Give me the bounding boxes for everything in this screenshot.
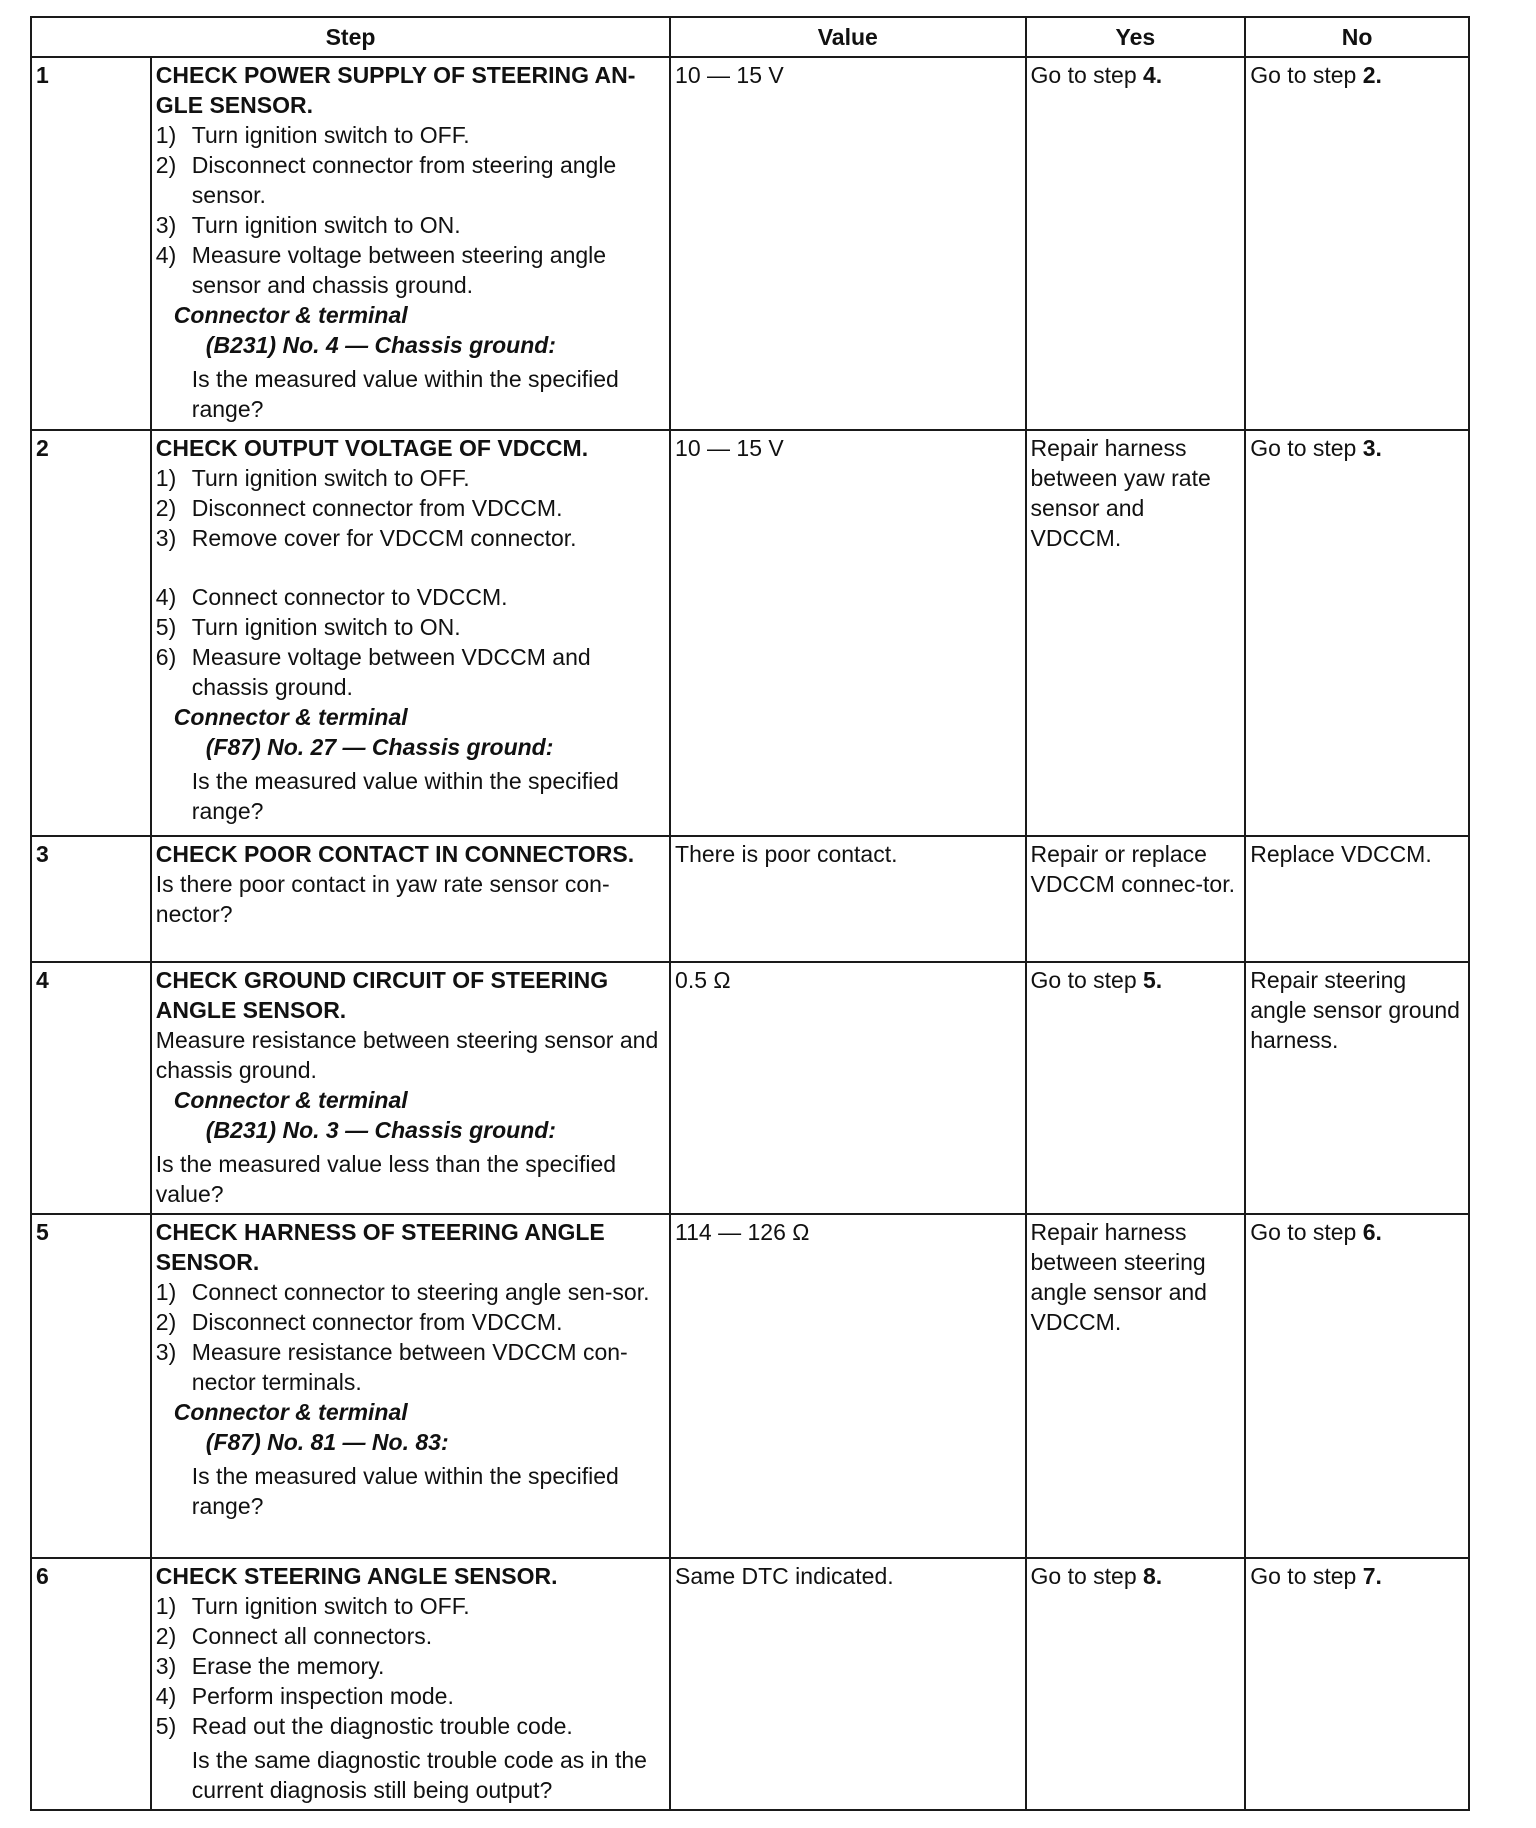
step-description <box>151 836 670 962</box>
step-question: Is the measured value less than the specified value? <box>155 1151 617 1207</box>
list-item-number: 5) <box>155 614 177 640</box>
step-number: 4 <box>31 962 151 1214</box>
no-cell <box>1245 1558 1469 1810</box>
list-item-number: 2) <box>155 1623 177 1649</box>
no-text: Go to step <box>1250 1563 1363 1589</box>
list-item-text: Connect connector to steering angle sen-sor. <box>191 1279 650 1305</box>
list-item-number: 3) <box>155 212 177 238</box>
list-item-text: Disconnect connector from steering angle sensor. <box>191 152 617 208</box>
no-cell: Repair steering angle sensor ground harness. <box>1245 962 1469 1214</box>
list-item <box>156 1621 665 1651</box>
list-item <box>156 1711 665 1741</box>
step-description <box>151 1558 670 1810</box>
list-item-number: 4) <box>155 242 177 268</box>
table-row <box>31 57 1469 430</box>
step-title: CHECK STEERING ANGLE SENSOR. <box>155 1563 558 1589</box>
connector-spec: (F87) No. 27 — Chassis ground: <box>205 734 554 760</box>
yes-cell: Repair harness between steering angle sensor and VDCCM. <box>1026 1214 1246 1558</box>
list-item-number: 3) <box>155 1653 177 1679</box>
step-list <box>156 1277 665 1397</box>
header-step: Step <box>31 17 670 57</box>
step-description <box>151 962 670 1214</box>
connector-spec: (B231) No. 4 — Chassis ground: <box>205 332 556 358</box>
yes-text: Go to step <box>1030 1563 1144 1589</box>
step-description <box>151 57 670 430</box>
table-row <box>31 1558 1469 1810</box>
no-step-ref: 3. <box>1362 435 1382 461</box>
step-question: Is the measured value within the specified range? <box>191 366 619 422</box>
list-item-text: Perform inspection mode. <box>191 1683 454 1709</box>
step-list <box>156 463 665 702</box>
yes-cell <box>1026 962 1246 1214</box>
list-item-text: Disconnect connector from VDCCM. <box>191 495 563 521</box>
value-cell: 10 — 15 V <box>670 430 1025 836</box>
value-cell: Same DTC indicated. <box>670 1558 1025 1810</box>
no-step-ref: 7. <box>1362 1563 1382 1589</box>
list-item-text: Measure voltage between VDCCM and chassis ground. <box>191 644 591 700</box>
list-item-text: Disconnect connector from VDCCM. <box>191 1309 563 1335</box>
list-item-number: 2) <box>155 495 177 521</box>
list-item-text: Read out the diagnostic trouble code. <box>191 1713 573 1739</box>
list-item <box>156 1277 665 1307</box>
value-cell: 10 — 15 V <box>670 57 1025 430</box>
connector-label: Connector & terminal <box>173 704 408 730</box>
list-item <box>156 1337 665 1397</box>
list-item-number: 4) <box>155 1683 177 1709</box>
list-item-text: Remove cover for VDCCM connector. <box>191 525 577 551</box>
list-item-text: Turn ignition switch to ON. <box>191 212 461 238</box>
list-item-text: Turn ignition switch to OFF. <box>191 465 470 491</box>
yes-cell: Repair or replace VDCCM connec-tor. <box>1026 836 1246 962</box>
list-item <box>156 1651 665 1681</box>
yes-cell <box>1026 57 1246 430</box>
list-item <box>156 120 665 150</box>
step-number: 3 <box>31 836 151 962</box>
yes-cell <box>1026 1558 1246 1810</box>
yes-text: Go to step <box>1030 967 1144 993</box>
connector-label: Connector & terminal <box>173 1399 408 1425</box>
list-item <box>156 612 665 642</box>
list-item <box>156 582 665 612</box>
table-row <box>31 836 1469 962</box>
connector-label: Connector & terminal <box>173 302 408 328</box>
connector-spec: (F87) No. 81 — No. 83: <box>205 1429 449 1455</box>
step-number: 2 <box>31 430 151 836</box>
connector-label: Connector & terminal <box>173 1087 408 1113</box>
list-item-number: 1) <box>155 122 177 148</box>
list-item-text: Connect connector to VDCCM. <box>191 584 508 610</box>
list-item-number: 5) <box>155 1713 177 1739</box>
list-item-number: 1) <box>155 465 177 491</box>
list-item-text: Erase the memory. <box>191 1653 385 1679</box>
list-item-text: Connect all connectors. <box>191 1623 433 1649</box>
list-item-text: Turn ignition switch to OFF. <box>191 122 470 148</box>
list-item-number: 6) <box>155 644 177 670</box>
step-description <box>151 1214 670 1558</box>
no-cell <box>1245 430 1469 836</box>
step-title: CHECK POOR CONTACT IN CONNECTORS. <box>155 841 635 867</box>
connector-spec: (B231) No. 3 — Chassis ground: <box>205 1117 556 1143</box>
list-item <box>156 523 665 553</box>
value-cell: 0.5 Ω <box>670 962 1025 1214</box>
list-item-number: 1) <box>155 1593 177 1619</box>
step-body: Measure resistance between steering sensor and chassis ground. <box>155 1027 659 1083</box>
list-item <box>156 210 665 240</box>
list-item <box>156 642 665 702</box>
list-item <box>156 1307 665 1337</box>
step-description <box>151 430 670 836</box>
list-item-number: 4) <box>155 584 177 610</box>
yes-cell: Repair harness between yaw rate sensor and VDCCM. <box>1026 430 1246 836</box>
list-item <box>156 150 665 210</box>
header-value: Value <box>670 17 1025 57</box>
yes-text: Go to step <box>1030 62 1144 88</box>
step-body: Is there poor contact in yaw rate sensor con-nector? <box>155 871 610 927</box>
list-item <box>156 240 665 300</box>
step-title: CHECK GROUND CIRCUIT OF STEERING ANGLE SENSOR. <box>155 967 609 1023</box>
diagnostic-table <box>30 16 1470 1811</box>
step-title: CHECK HARNESS OF STEERING ANGLE SENSOR. <box>155 1219 605 1275</box>
list-spacer <box>156 553 665 582</box>
yes-step-ref: 4. <box>1143 62 1163 88</box>
step-title: CHECK POWER SUPPLY OF STEERING AN-GLE SENSOR. <box>155 62 636 118</box>
list-item <box>156 1591 665 1621</box>
list-item-number: 3) <box>155 1339 177 1365</box>
step-number: 6 <box>31 1558 151 1810</box>
step-question: Is the measured value within the specified range? <box>191 768 619 824</box>
no-text: Go to step <box>1250 62 1363 88</box>
yes-step-ref: 5. <box>1143 967 1163 993</box>
no-cell: Replace VDCCM. <box>1245 836 1469 962</box>
value-cell: 114 — 126 Ω <box>670 1214 1025 1558</box>
list-item <box>156 1681 665 1711</box>
no-text: Go to step <box>1250 435 1363 461</box>
no-step-ref: 6. <box>1362 1219 1382 1245</box>
list-item-number: 2) <box>155 152 177 178</box>
list-item-number: 2) <box>155 1309 177 1335</box>
no-text: Go to step <box>1250 1219 1363 1245</box>
table-row <box>31 962 1469 1214</box>
header-yes: Yes <box>1026 17 1246 57</box>
no-cell <box>1245 57 1469 430</box>
list-item-text: Measure resistance between VDCCM con-nector terminals. <box>191 1339 628 1395</box>
step-title: CHECK OUTPUT VOLTAGE OF VDCCM. <box>155 435 589 461</box>
header-row <box>31 17 1469 57</box>
step-list <box>156 120 665 300</box>
step-list <box>156 1591 665 1741</box>
list-item-number: 3) <box>155 525 177 551</box>
no-step-ref: 2. <box>1362 62 1382 88</box>
step-number: 1 <box>31 57 151 430</box>
no-cell <box>1245 1214 1469 1558</box>
header-no: No <box>1245 17 1469 57</box>
step-number: 5 <box>31 1214 151 1558</box>
step-question: Is the same diagnostic trouble code as in the current diagnosis still being output? <box>191 1747 647 1803</box>
list-item-text: Turn ignition switch to OFF. <box>191 1593 470 1619</box>
list-item <box>156 463 665 493</box>
value-cell: There is poor contact. <box>670 836 1025 962</box>
yes-step-ref: 8. <box>1143 1563 1163 1589</box>
list-item <box>156 493 665 523</box>
list-item-text: Measure voltage between steering angle sensor and chassis ground. <box>191 242 607 298</box>
list-item-number: 1) <box>155 1279 177 1305</box>
list-item-text: Turn ignition switch to ON. <box>191 614 461 640</box>
step-question: Is the measured value within the specified range? <box>191 1463 619 1519</box>
table-row <box>31 1214 1469 1558</box>
table-row <box>31 430 1469 836</box>
